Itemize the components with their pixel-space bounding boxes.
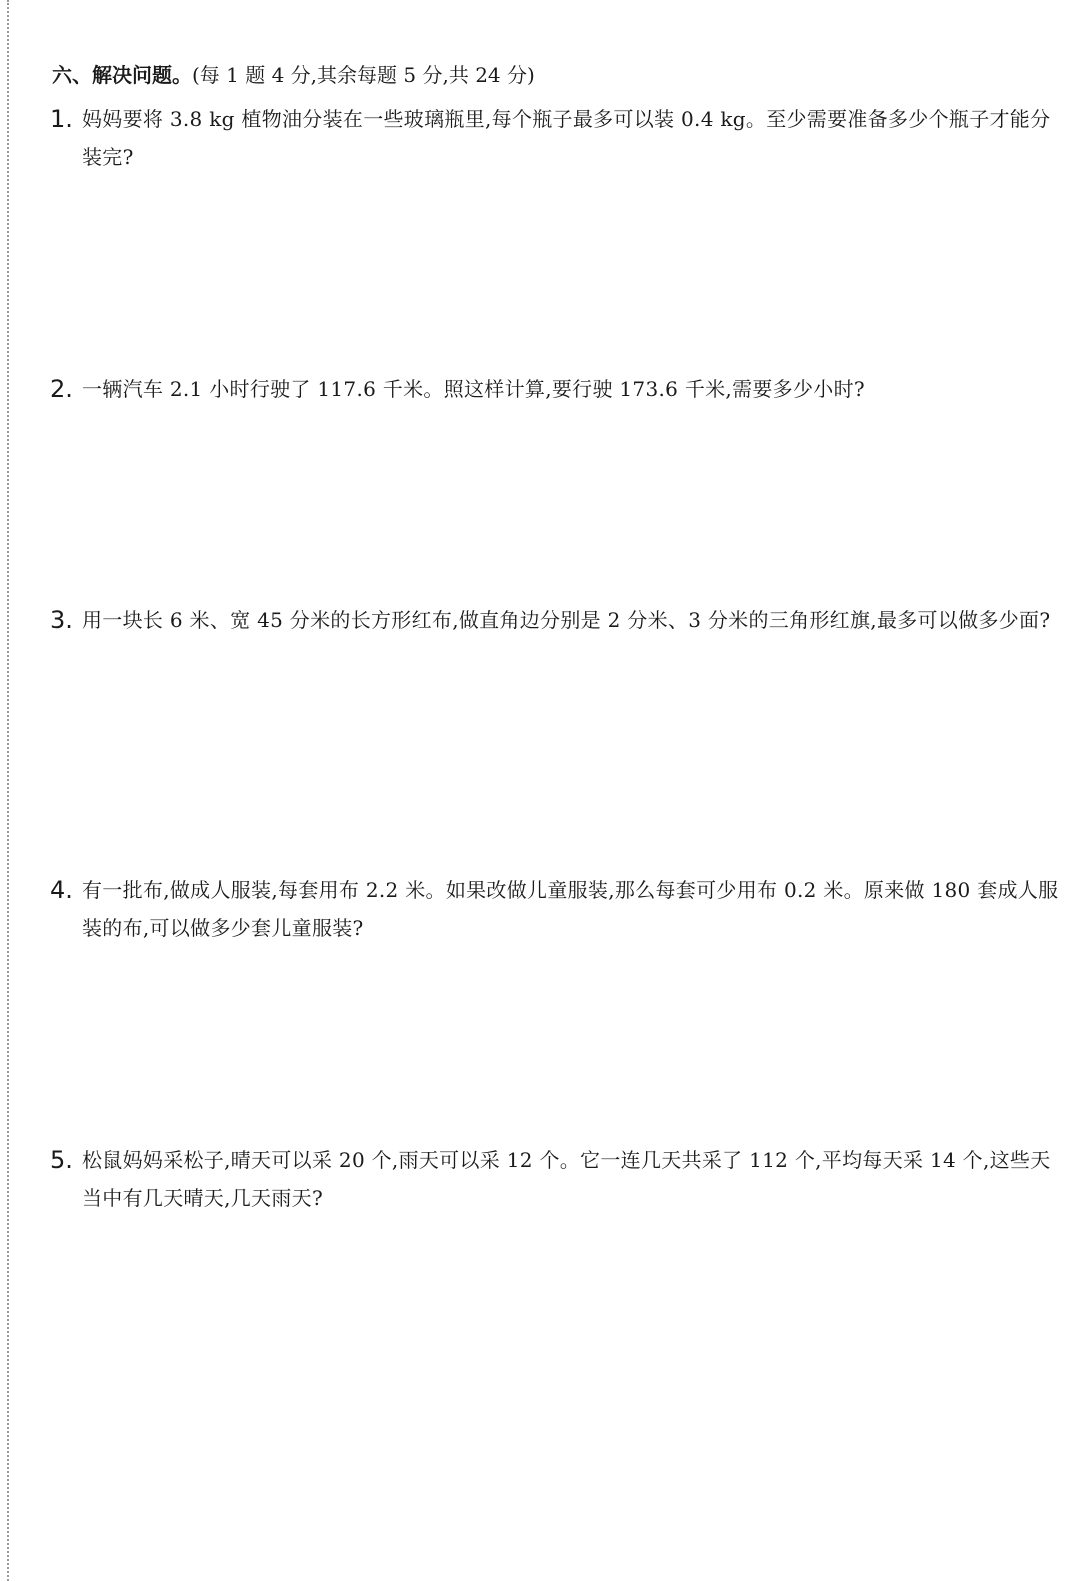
problem-2 [50, 370, 1060, 408]
section-heading: 六、解决问题。 [52, 63, 192, 87]
problem-text: 一辆汽车 2.1 小时行驶了 117.6 千米。照这样计算,要行驶 173.6 千米,需要多少小时? [82, 377, 865, 401]
problem-5 [50, 1141, 1060, 1217]
problem-3 [50, 601, 1060, 639]
problem-text: 用一块长 6 米、宽 45 分米的长方形红布,做直角边分别是 2 分米、3 分米的三角形红旗,最多可以做多少面? [82, 608, 1051, 632]
section-title [52, 62, 535, 88]
problem-number: 2. [50, 375, 73, 403]
problem-4 [50, 871, 1060, 947]
problem-number: 1. [50, 105, 73, 133]
problem-text: 妈妈要将 3.8 kg 植物油分装在一些玻璃瓶里,每个瓶子最多可以装 0.4 kg。至少需要准备多少个瓶子才能分装完? [82, 107, 1051, 169]
problem-number: 3. [50, 606, 73, 634]
problem-1 [50, 100, 1060, 176]
problem-number: 4. [50, 876, 73, 904]
section-scoring: (每 1 题 4 分,其余每题 5 分,共 24 分) [192, 63, 535, 87]
binding-dotted-line [7, 0, 9, 1581]
problem-number: 5. [50, 1146, 73, 1174]
problem-text: 松鼠妈妈采松子,晴天可以采 20 个,雨天可以采 12 个。它一连几天共采了 112 个,平均每天采 14 个,这些天当中有几天晴天,几天雨天? [82, 1148, 1051, 1210]
problem-text: 有一批布,做成人服装,每套用布 2.2 米。如果改做儿童服装,那么每套可少用布 0.2 米。原来做 180 套成人服装的布,可以做多少套儿童服装? [82, 878, 1059, 940]
